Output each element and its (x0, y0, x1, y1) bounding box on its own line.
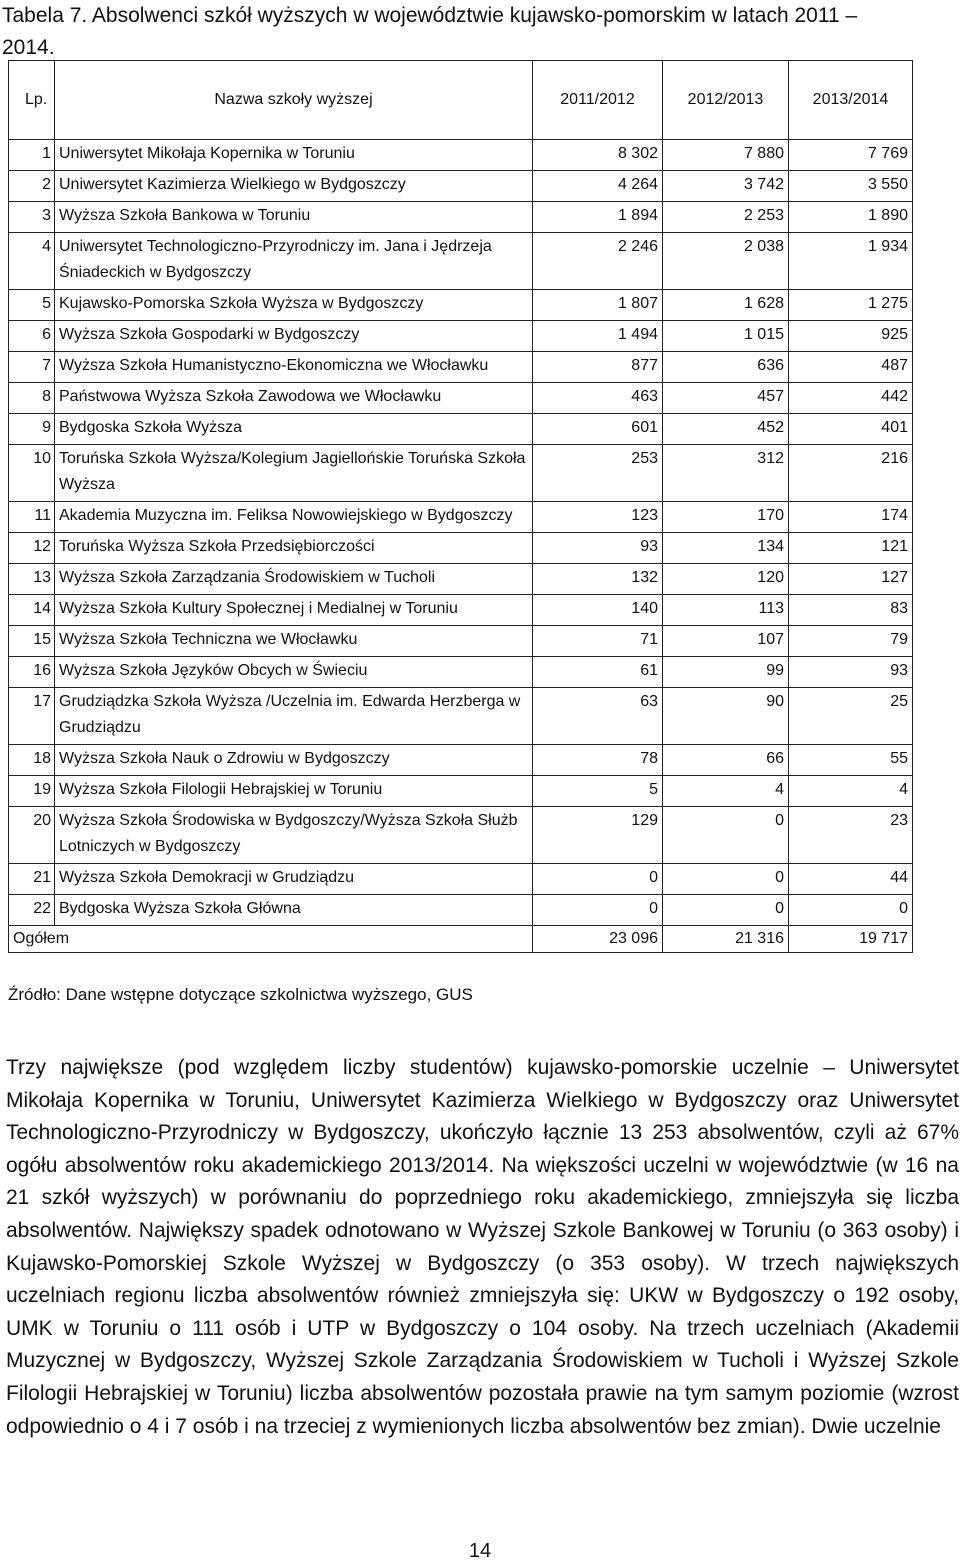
row-lp: 20 (9, 807, 55, 864)
row-year-3: 55 (789, 745, 913, 776)
row-year-2: 99 (663, 657, 789, 688)
row-year-1: 4 264 (533, 171, 663, 202)
row-year-1: 0 (533, 895, 663, 926)
row-year-1: 2 246 (533, 233, 663, 290)
row-lp: 6 (9, 321, 55, 352)
total-label: Ogółem (9, 926, 533, 953)
table-row (9, 595, 913, 626)
row-year-3: 0 (789, 895, 913, 926)
table-row (9, 290, 913, 321)
row-lp: 3 (9, 202, 55, 233)
table-row (9, 445, 913, 502)
row-year-1: 601 (533, 414, 663, 445)
table-row (9, 776, 913, 807)
row-lp: 12 (9, 533, 55, 564)
row-year-2: 3 742 (663, 171, 789, 202)
row-year-3: 3 550 (789, 171, 913, 202)
table-row (9, 171, 913, 202)
row-year-2: 113 (663, 595, 789, 626)
row-year-1: 61 (533, 657, 663, 688)
row-year-2: 1 015 (663, 321, 789, 352)
row-lp: 14 (9, 595, 55, 626)
table-row (9, 233, 913, 290)
header-lp: Lp. (9, 61, 55, 140)
row-lp: 2 (9, 171, 55, 202)
row-year-2: 120 (663, 564, 789, 595)
row-year-3: 25 (789, 688, 913, 745)
row-year-2: 2 038 (663, 233, 789, 290)
total-row (9, 926, 913, 953)
row-year-1: 8 302 (533, 140, 663, 171)
table-row (9, 202, 913, 233)
row-lp: 21 (9, 864, 55, 895)
row-lp: 13 (9, 564, 55, 595)
row-school-name: Wyższa Szkoła Kultury Społecznej i Medialnej w Toruniu (55, 595, 533, 626)
row-year-2: 7 880 (663, 140, 789, 171)
row-school-name: Wyższa Szkoła Techniczna we Włocławku (55, 626, 533, 657)
row-school-name: Akademia Muzyczna im. Feliksa Nowowiejskiego w Bydgoszczy (55, 502, 533, 533)
row-year-3: 4 (789, 776, 913, 807)
row-year-2: 170 (663, 502, 789, 533)
row-lp: 16 (9, 657, 55, 688)
row-lp: 10 (9, 445, 55, 502)
row-school-name: Toruńska Wyższa Szkoła Przedsiębiorczości (55, 533, 533, 564)
row-year-1: 78 (533, 745, 663, 776)
row-year-2: 2 253 (663, 202, 789, 233)
row-school-name: Wyższa Szkoła Humanistyczno-Ekonomiczna we Włocławku (55, 352, 533, 383)
body-paragraph: Trzy największe (pod względem liczby studentów) kujawsko-pomorskie uczelnie – Uniwersytet Mikołaja Kopernika w Toruniu, Uniwersytet Kazimierza Wielkiego w Bydgoszczy oraz Uniwersytet Technologiczno-Przyrodniczy w Bydgoszczy, ukończyło łącznie 13 253 absolwentów, czyli aż 67% ogółu absolwentów roku akademickiego 2013/2014. Na większości uczelni w województwie (w 16 na 21 szkół wyższych) w porównaniu do poprzedniego roku akademickiego, zmniejszyła się liczba absolwentów. Największy spadek odnotowano w Wyższej Szkole Bankowej w Toruniu (o 363 osoby) i Kujawsko-Pomorskiej Szkole Wyższej w Bydgoszczy (o 353 osoby). W trzech największych uczelniach regionu liczba absolwentów również zmniejszyła się: UKW w Bydgoszczy o 192 osoby, UMK w Toruniu o 111 osób i UTP w Bydgoszczy o 104 osoby. Na trzech uczelniach (Akademii Muzycznej w Bydgoszczy, Wyższej Szkole Zarządzania Środowiskiem w Tucholi i Wyższej Szkole Filologii Hebrajskiej w Toruniu) liczba absolwentów pozostała prawie na tym samym poziomie (wzrost odpowiednio o 4 i 7 osób i na trzeciej z wymienionych liczba absolwentów bez zmian). Dwie uczelnie (6, 1056, 959, 1438)
row-school-name: Uniwersytet Kazimierza Wielkiego w Bydgoszczy (55, 171, 533, 202)
table-row (9, 745, 913, 776)
row-school-name: Uniwersytet Technologiczno-Przyrodniczy im. Jana i Jędrzeja Śniadeckich w Bydgoszczy (55, 233, 533, 290)
row-year-1: 5 (533, 776, 663, 807)
row-lp: 22 (9, 895, 55, 926)
table-row (9, 140, 913, 171)
row-year-1: 63 (533, 688, 663, 745)
row-lp: 7 (9, 352, 55, 383)
row-lp: 19 (9, 776, 55, 807)
table-row (9, 864, 913, 895)
table-row (9, 807, 913, 864)
row-lp: 4 (9, 233, 55, 290)
row-year-1: 463 (533, 383, 663, 414)
row-year-2: 0 (663, 895, 789, 926)
row-lp: 17 (9, 688, 55, 745)
row-year-3: 93 (789, 657, 913, 688)
row-year-3: 401 (789, 414, 913, 445)
row-lp: 5 (9, 290, 55, 321)
row-school-name: Wyższa Szkoła Zarządzania Środowiskiem w Tucholi (55, 564, 533, 595)
table-header-row (9, 61, 913, 140)
row-year-3: 23 (789, 807, 913, 864)
row-year-3: 44 (789, 864, 913, 895)
source-note: Źródło: Dane wstępne dotyczące szkolnictwa wyższego, GUS (8, 985, 473, 1004)
row-school-name: Kujawsko-Pomorska Szkoła Wyższa w Bydgoszczy (55, 290, 533, 321)
row-year-3: 79 (789, 626, 913, 657)
row-year-1: 93 (533, 533, 663, 564)
table-row (9, 564, 913, 595)
table-row (9, 688, 913, 745)
row-year-1: 0 (533, 864, 663, 895)
row-year-1: 1 494 (533, 321, 663, 352)
header-year-2: 2012/2013 (663, 61, 789, 140)
row-school-name: Bydgoska Wyższa Szkoła Główna (55, 895, 533, 926)
row-lp: 8 (9, 383, 55, 414)
row-school-name: Bydgoska Szkoła Wyższa (55, 414, 533, 445)
row-lp: 11 (9, 502, 55, 533)
row-year-3: 83 (789, 595, 913, 626)
total-year-1: 23 096 (533, 926, 663, 953)
row-year-1: 253 (533, 445, 663, 502)
table-body (9, 140, 913, 926)
total-year-3: 19 717 (789, 926, 913, 953)
row-year-3: 174 (789, 502, 913, 533)
row-school-name: Uniwersytet Mikołaja Kopernika w Toruniu (55, 140, 533, 171)
row-year-1: 132 (533, 564, 663, 595)
row-year-3: 7 769 (789, 140, 913, 171)
row-year-3: 1 934 (789, 233, 913, 290)
row-lp: 18 (9, 745, 55, 776)
row-school-name: Wyższa Szkoła Środowiska w Bydgoszczy/Wyższa Szkoła Służb Lotniczych w Bydgoszczy (55, 807, 533, 864)
row-year-3: 121 (789, 533, 913, 564)
row-year-2: 4 (663, 776, 789, 807)
table-row (9, 352, 913, 383)
row-school-name: Państwowa Wyższa Szkoła Zawodowa we Włocławku (55, 383, 533, 414)
row-year-3: 127 (789, 564, 913, 595)
table-row (9, 383, 913, 414)
row-school-name: Wyższa Szkoła Demokracji w Grudziądzu (55, 864, 533, 895)
row-year-1: 123 (533, 502, 663, 533)
row-year-3: 442 (789, 383, 913, 414)
header-year-3: 2013/2014 (789, 61, 913, 140)
table-row (9, 657, 913, 688)
row-year-2: 452 (663, 414, 789, 445)
row-year-3: 925 (789, 321, 913, 352)
row-year-1: 1 807 (533, 290, 663, 321)
row-lp: 1 (9, 140, 55, 171)
table-row (9, 502, 913, 533)
table-row (9, 321, 913, 352)
row-school-name: Wyższa Szkoła Nauk o Zdrowiu w Bydgoszczy (55, 745, 533, 776)
row-year-2: 134 (663, 533, 789, 564)
row-school-name: Wyższa Szkoła Gospodarki w Bydgoszczy (55, 321, 533, 352)
row-year-2: 636 (663, 352, 789, 383)
row-year-2: 1 628 (663, 290, 789, 321)
row-lp: 9 (9, 414, 55, 445)
row-year-3: 216 (789, 445, 913, 502)
table-row (9, 533, 913, 564)
row-school-name: Grudziądzka Szkoła Wyższa /Uczelnia im. Edwarda Herzberga w Grudziądzu (55, 688, 533, 745)
row-year-1: 140 (533, 595, 663, 626)
row-year-1: 129 (533, 807, 663, 864)
row-year-2: 0 (663, 807, 789, 864)
row-year-2: 90 (663, 688, 789, 745)
table-row (9, 626, 913, 657)
table-title: Tabela 7. Absolwenci szkół wyższych w województwie kujawsko-pomorskim w latach 2011 – 2014. (2, 4, 858, 59)
graduates-table (8, 60, 913, 953)
row-year-2: 107 (663, 626, 789, 657)
row-school-name: Wyższa Szkoła Bankowa w Toruniu (55, 202, 533, 233)
row-year-1: 1 894 (533, 202, 663, 233)
row-year-1: 877 (533, 352, 663, 383)
row-year-1: 71 (533, 626, 663, 657)
row-year-3: 1 275 (789, 290, 913, 321)
row-school-name: Wyższa Szkoła Języków Obcych w Świeciu (55, 657, 533, 688)
page-number: 14 (468, 1540, 492, 1562)
row-school-name: Toruńska Szkoła Wyższa/Kolegium Jagiellońskie Toruńska Szkoła Wyższa (55, 445, 533, 502)
row-year-2: 457 (663, 383, 789, 414)
header-year-1: 2011/2012 (533, 61, 663, 140)
row-year-3: 487 (789, 352, 913, 383)
table-row (9, 414, 913, 445)
row-school-name: Wyższa Szkoła Filologii Hebrajskiej w Toruniu (55, 776, 533, 807)
row-year-3: 1 890 (789, 202, 913, 233)
row-year-2: 0 (663, 864, 789, 895)
row-year-2: 66 (663, 745, 789, 776)
total-year-2: 21 316 (663, 926, 789, 953)
header-name: Nazwa szkoły wyższej (55, 61, 533, 140)
row-year-2: 312 (663, 445, 789, 502)
table-row (9, 895, 913, 926)
row-lp: 15 (9, 626, 55, 657)
